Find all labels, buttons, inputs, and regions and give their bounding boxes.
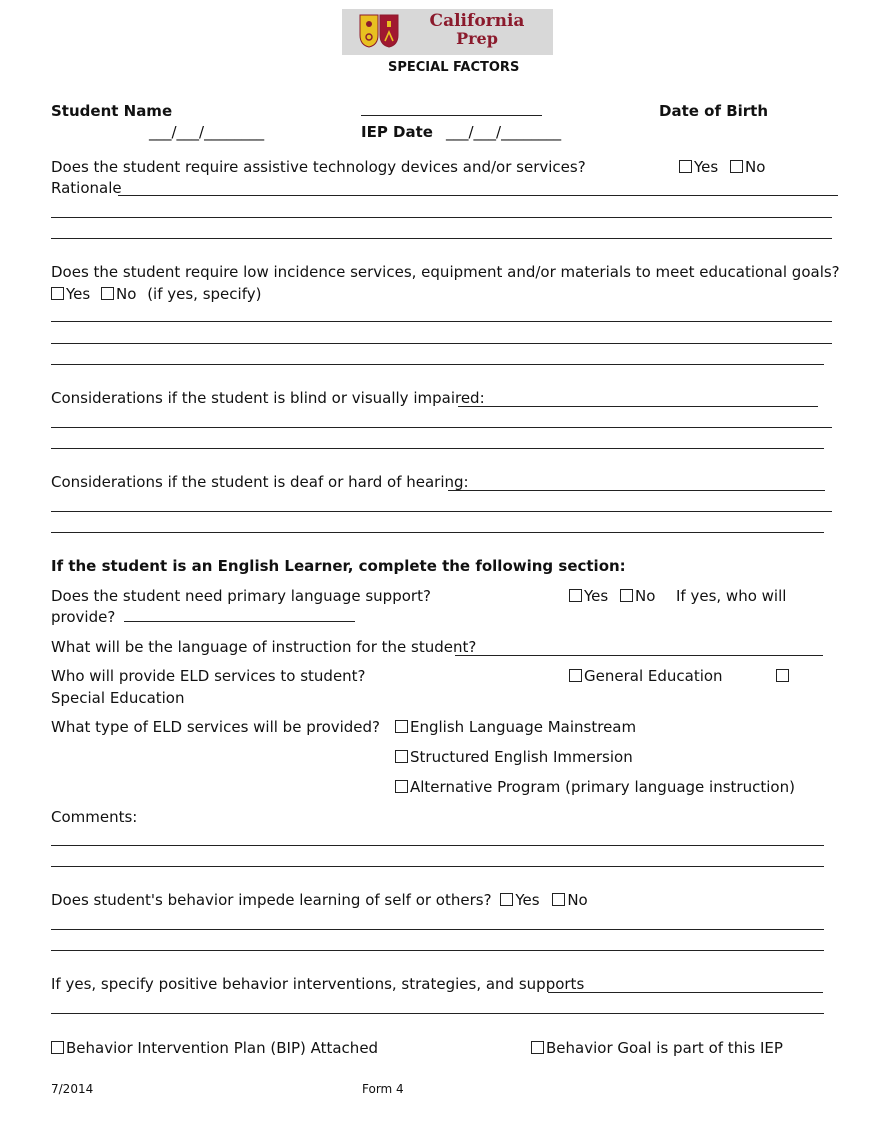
page-title: SPECIAL FACTORS: [388, 60, 520, 75]
answer-line[interactable]: [51, 950, 824, 951]
logo-line-1: California: [429, 11, 525, 31]
checkbox-icon[interactable]: [620, 589, 633, 602]
special-education-label: Special Education: [51, 689, 185, 707]
checkbox-icon[interactable]: [531, 1041, 544, 1054]
checkbox-icon[interactable]: [679, 160, 692, 173]
low-incidence-question: Does the student require low incidence services, equipment and/or materials to meet educational goals?: [51, 263, 840, 281]
answer-line[interactable]: [51, 511, 832, 512]
answer-line[interactable]: [51, 1013, 824, 1014]
dob-label: Date of Birth: [659, 102, 769, 120]
dob-field[interactable]: ___/___/________: [149, 123, 265, 141]
answer-line[interactable]: [51, 845, 824, 846]
answer-line[interactable]: [51, 321, 832, 322]
low-incidence-specify: (if yes, specify): [147, 285, 262, 303]
eld-option-mainstream[interactable]: English Language Mainstream: [395, 717, 636, 737]
answer-line[interactable]: [51, 448, 824, 449]
eld-option-alternative[interactable]: Alternative Program (primary language instruction): [395, 777, 795, 797]
bip-attached-option[interactable]: Behavior Intervention Plan (BIP) Attached: [51, 1038, 378, 1058]
behavior-question-row: [51, 890, 588, 910]
checkbox-icon[interactable]: [51, 1041, 64, 1054]
answer-line[interactable]: [51, 343, 832, 344]
crest-icon: [356, 13, 402, 49]
behavior-yes-option[interactable]: Yes: [500, 891, 539, 909]
deaf-question: Considerations if the student is deaf or hard of hearing:: [51, 473, 469, 491]
california-prep-logo: [342, 9, 553, 55]
blind-question: Considerations if the student is blind or visually impaired:: [51, 389, 485, 407]
answer-line[interactable]: [51, 532, 824, 533]
low-incidence-yes-option[interactable]: Yes: [51, 285, 90, 303]
provide-row: [51, 607, 355, 627]
primary-language-yes-option[interactable]: Yes: [569, 586, 608, 606]
checkbox-icon[interactable]: [395, 780, 408, 793]
iep-date-field[interactable]: ___/___/________: [446, 123, 562, 141]
answer-line[interactable]: [51, 238, 832, 239]
language-instruction-line[interactable]: [455, 655, 823, 656]
special-education-checkbox[interactable]: [776, 666, 791, 686]
behavior-question: Does student's behavior impede learning of self or others?: [51, 891, 492, 909]
checkbox-icon[interactable]: [101, 287, 114, 300]
answer-line[interactable]: [51, 427, 832, 428]
assistive-tech-question: Does the student require assistive technology devices and/or services?: [51, 158, 586, 176]
eld-option-immersion[interactable]: Structured English Immersion: [395, 747, 633, 767]
answer-line[interactable]: [51, 217, 832, 218]
low-incidence-no-option[interactable]: No: [101, 285, 136, 303]
logo-text: [412, 13, 542, 47]
if-yes-who-label: If yes, who will: [676, 587, 787, 605]
provide-answer-line[interactable]: [124, 607, 355, 622]
iep-date-label: IEP Date: [361, 123, 433, 141]
eld-provider-question: Who will provide ELD services to student?: [51, 667, 366, 685]
blind-answer-line[interactable]: [458, 406, 818, 407]
primary-language-no-option[interactable]: No: [620, 586, 655, 606]
behavior-goal-option[interactable]: Behavior Goal is part of this IEP: [531, 1038, 783, 1058]
student-name-field[interactable]: [361, 101, 542, 121]
footer-form-number: Form 4: [362, 1082, 404, 1096]
eld-type-question: What type of ELD services will be provided?: [51, 718, 381, 736]
checkbox-icon[interactable]: [500, 893, 513, 906]
checkbox-icon[interactable]: [730, 160, 743, 173]
checkbox-icon[interactable]: [51, 287, 64, 300]
rationale-label: Rationale: [51, 179, 122, 197]
answer-line[interactable]: [51, 929, 824, 930]
behavior-interventions-line[interactable]: [548, 992, 823, 993]
low-incidence-options: [51, 284, 261, 304]
behavior-interventions-question: If yes, specify positive behavior interventions, strategies, and supports: [51, 975, 585, 993]
assistive-yes-option[interactable]: Yes: [679, 157, 718, 177]
answer-line[interactable]: [51, 866, 824, 867]
general-education-option[interactable]: General Education: [569, 666, 723, 686]
checkbox-icon[interactable]: [569, 669, 582, 682]
logo-line-2: Prep: [456, 29, 498, 48]
checkbox-icon[interactable]: [552, 893, 565, 906]
behavior-no-option[interactable]: No: [552, 891, 587, 909]
comments-label: Comments:: [51, 808, 138, 826]
checkbox-icon[interactable]: [776, 669, 789, 682]
language-instruction-question: What will be the language of instruction for the student?: [51, 638, 477, 656]
assistive-no-option[interactable]: No: [730, 157, 765, 177]
footer-date: 7/2014: [51, 1082, 94, 1096]
english-learner-heading: If the student is an English Learner, complete the following section:: [51, 557, 626, 575]
answer-line[interactable]: [51, 364, 824, 365]
student-name-label: Student Name: [51, 102, 173, 120]
deaf-answer-line[interactable]: [448, 490, 825, 491]
checkbox-icon[interactable]: [395, 750, 408, 763]
primary-language-question: Does the student need primary language support?: [51, 587, 431, 605]
checkbox-icon[interactable]: [569, 589, 582, 602]
provide-label: provide?: [51, 608, 116, 626]
rationale-line[interactable]: [118, 195, 838, 196]
checkbox-icon[interactable]: [395, 720, 408, 733]
